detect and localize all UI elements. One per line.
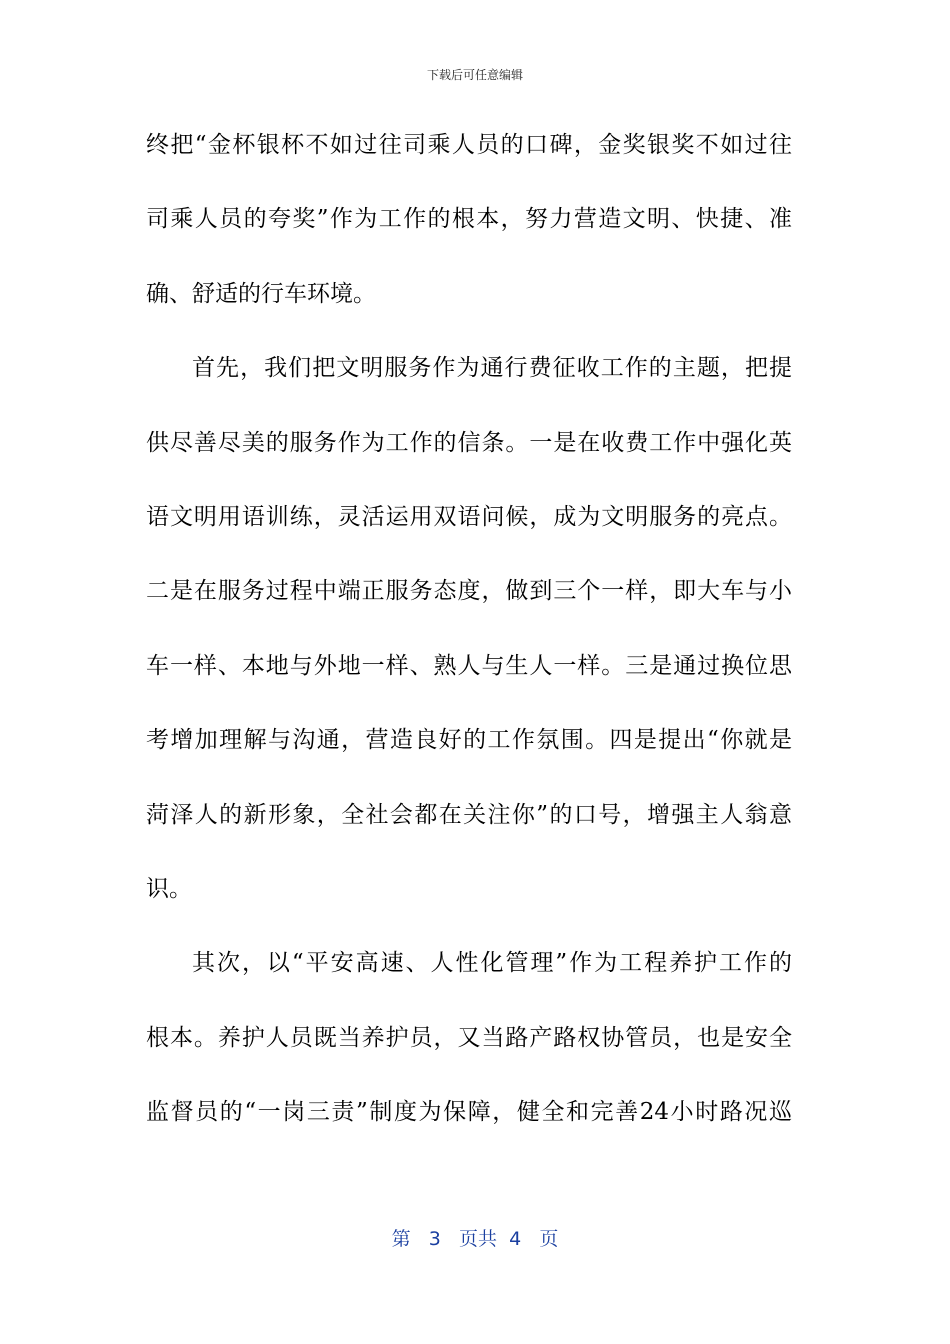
text-line: 菏泽人的新形象，全社会都在关注你”的口号，增强主人翁意 [146, 801, 792, 828]
page-header-note: 下载后可任意编辑 [426, 68, 523, 82]
text-line: 考增加理解与沟通，营造良好的工作氛围。四是提出“你就是 [146, 727, 792, 754]
text-line: 监督员的“一岗三责”制度为保障，健全和完善24小时路况巡 [146, 1099, 792, 1126]
text-line: 供尽善尽美的服务作为工作的信条。一是在收费工作中强化英 [146, 429, 792, 456]
page-middle: 页共 [459, 1228, 498, 1250]
document-body [146, 120, 792, 1161]
text-line: 车一样、本地与外地一样、熟人与生人一样。三是通过换位思 [146, 652, 792, 679]
paragraph-end-line: 识。 [146, 875, 192, 902]
text-line: 根本。养护人员既当养护员，又当路产路权协管员，也是安全 [146, 1024, 792, 1051]
paragraph-start-line: 首先，我们把文明服务作为通行费征收工作的主题，把提 [192, 355, 792, 382]
page-prefix: 第 [391, 1228, 411, 1250]
text-line: 司乘人员的夸奖”作为工作的根本，努力营造文明、快捷、准 [146, 206, 792, 233]
paragraph-start-line: 其次，以“平安高速、人性化管理”作为工程养护工作的 [192, 950, 792, 977]
paragraph-end-line: 确、舒适的行车环境。 [146, 280, 376, 307]
current-page-number: 3 [428, 1228, 441, 1250]
text-line: 二是在服务过程中端正服务态度，做到三个一样，即大车与小 [146, 578, 792, 605]
total-pages-number: 4 [509, 1228, 522, 1250]
page-footer [0, 1226, 950, 1252]
text-line: 终把“金杯银杯不如过往司乘人员的口碑，金奖银奖不如过往 [146, 132, 792, 158]
text-line: 语文明用语训练，灵活运用双语问候，成为文明服务的亮点。 [146, 503, 792, 530]
page-suffix: 页 [539, 1228, 559, 1250]
